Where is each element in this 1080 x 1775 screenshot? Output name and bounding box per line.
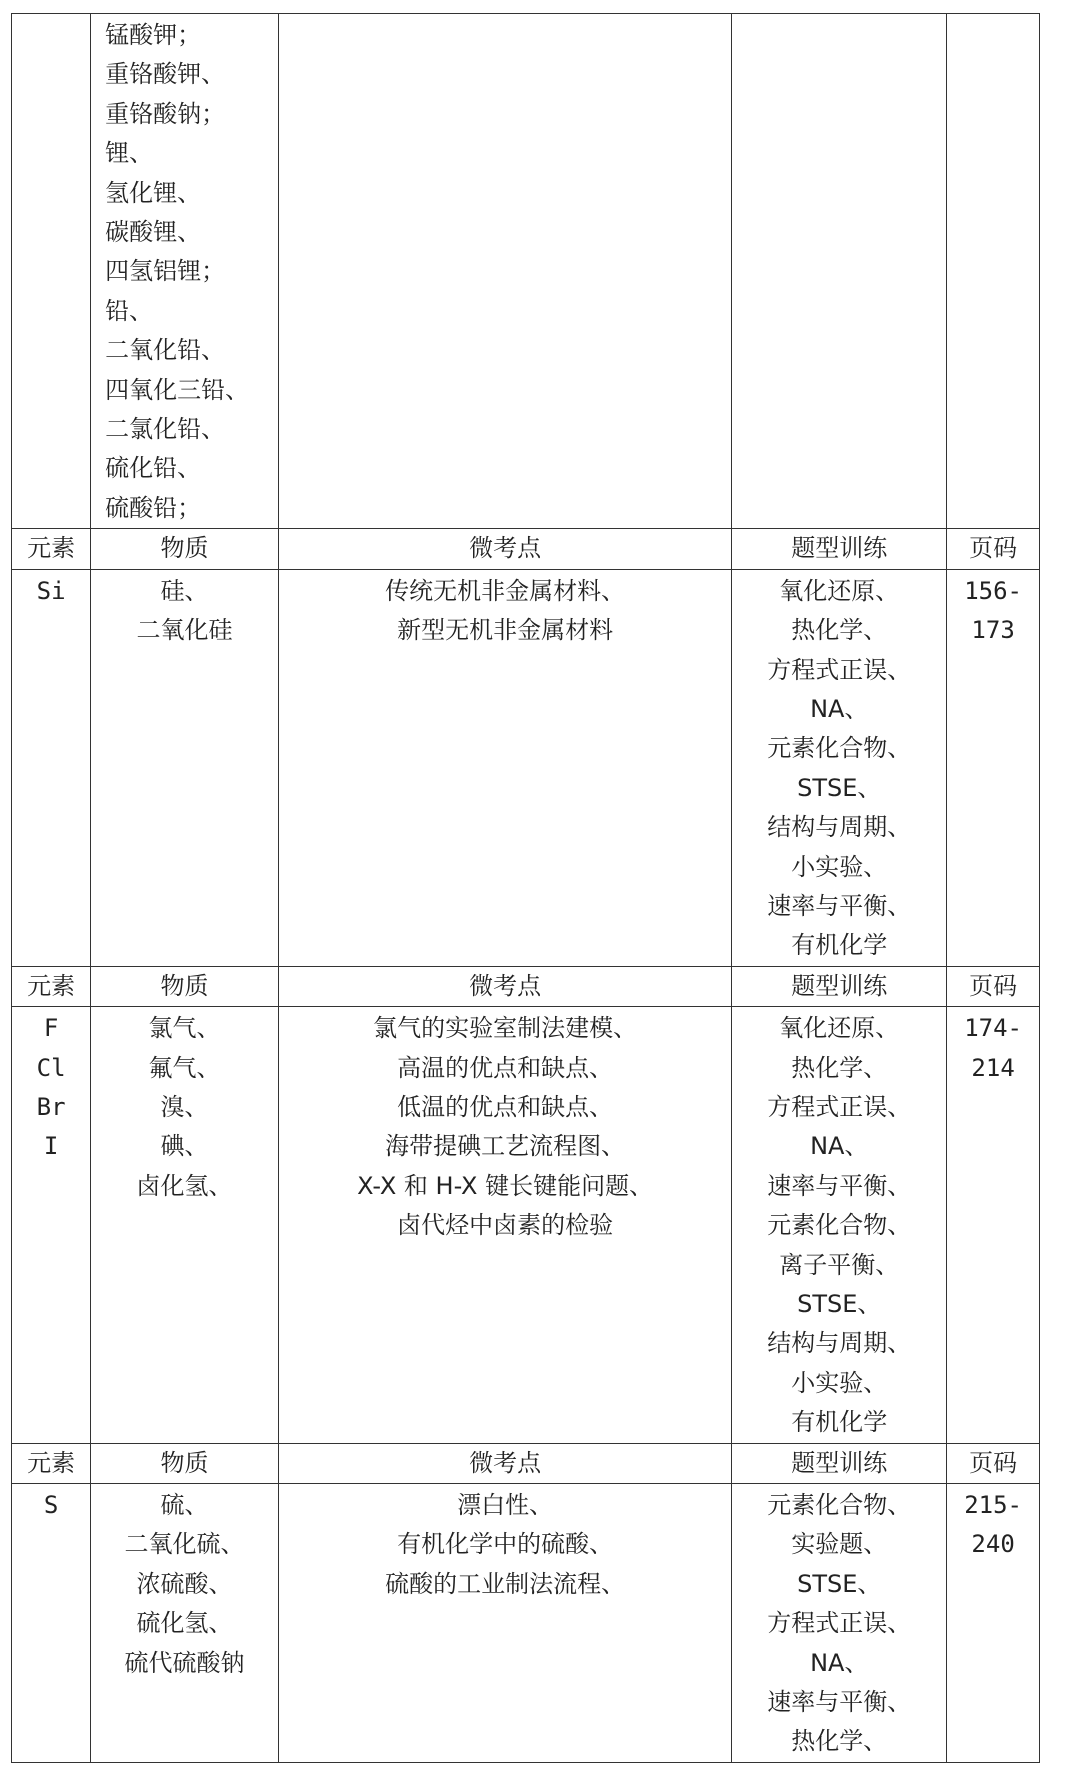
substance-cell <box>91 14 279 529</box>
substance-line: 氯气、 <box>148 1014 221 1043</box>
header-element: 元素 <box>12 966 91 1006</box>
data-row <box>12 1007 1040 1443</box>
substance-line: 二氧化硅 <box>136 616 233 645</box>
substance-line: 硫化氢、 <box>136 1609 233 1638</box>
point-line: 高温的优点和缺点、 <box>397 1053 614 1082</box>
training-line: NA、 <box>810 1648 869 1677</box>
header-substance: 物质 <box>91 966 279 1006</box>
point-line: 有机化学中的硫酸、 <box>397 1530 614 1559</box>
training-line: 方程式正误、 <box>767 1609 912 1638</box>
training-line: NA、 <box>810 1132 869 1161</box>
point-cell <box>278 1007 731 1443</box>
training-line: 方程式正误、 <box>767 655 912 684</box>
header-page: 页码 <box>947 1443 1040 1483</box>
element-cell <box>12 14 91 529</box>
substance-line: 二氯化铅、 <box>105 415 226 444</box>
point-line: 卤代烃中卤素的检验 <box>397 1211 614 1240</box>
header-row <box>12 966 1040 1006</box>
training-line: 氧化还原、 <box>779 1014 900 1043</box>
page-line: 156- <box>964 576 1022 605</box>
substance-line: 硅、 <box>160 576 209 605</box>
substance-line: 氢化锂、 <box>105 178 202 207</box>
header-point: 微考点 <box>278 529 731 569</box>
training-line: 热化学、 <box>791 616 888 645</box>
point-line: 漂白性、 <box>457 1491 554 1520</box>
training-line: 速率与平衡、 <box>767 1688 912 1717</box>
element-symbol: I <box>43 1132 59 1161</box>
element-cell <box>12 1007 91 1443</box>
substance-line: 浓硫酸、 <box>136 1569 233 1598</box>
page-line: 215- <box>964 1491 1022 1520</box>
substance-line: 锂、 <box>105 139 154 168</box>
substance-line: 硫化铅、 <box>105 454 202 483</box>
point-line: 低温的优点和缺点、 <box>397 1092 614 1121</box>
point-line: 氯气的实验室制法建模、 <box>373 1014 638 1043</box>
element-cell <box>12 569 91 966</box>
element-symbol: Si <box>36 576 66 605</box>
substance-line: 硫、 <box>160 1491 209 1520</box>
continuation-row <box>12 14 1040 529</box>
substance-line: 四氢铝锂； <box>105 257 226 286</box>
data-row <box>12 569 1040 966</box>
training-line: 离子平衡、 <box>779 1250 900 1279</box>
training-line: 速率与平衡、 <box>767 891 912 920</box>
header-substance: 物质 <box>91 1443 279 1483</box>
page-cell <box>947 569 1040 966</box>
header-training: 题型训练 <box>732 529 947 569</box>
substance-line: 四氧化三铅、 <box>105 375 250 404</box>
page-cell <box>947 14 1040 529</box>
substance-line: 二氧化铅、 <box>105 336 226 365</box>
header-row <box>12 529 1040 569</box>
page-line: 174- <box>964 1014 1022 1043</box>
chemistry-topic-table <box>11 13 1040 1763</box>
header-point: 微考点 <box>278 966 731 1006</box>
training-line: 小实验、 <box>791 1368 888 1397</box>
training-line: 有机化学 <box>791 931 888 960</box>
page-line: 240 <box>971 1530 1015 1559</box>
substance-cell <box>91 569 279 966</box>
training-line: 热化学、 <box>791 1053 888 1082</box>
training-line: 实验题、 <box>791 1530 888 1559</box>
training-line: NA、 <box>810 694 869 723</box>
point-cell <box>278 14 731 529</box>
training-line: 速率与平衡、 <box>767 1171 912 1200</box>
header-row <box>12 1443 1040 1483</box>
element-symbol: Cl <box>36 1053 66 1082</box>
point-line: 新型无机非金属材料 <box>397 616 614 645</box>
training-line: 氧化还原、 <box>779 576 900 605</box>
training-cell <box>732 569 947 966</box>
substance-line: 溴、 <box>160 1092 209 1121</box>
header-element: 元素 <box>12 1443 91 1483</box>
training-line: STSE、 <box>797 1569 882 1598</box>
page-line: 214 <box>971 1053 1015 1082</box>
training-cell <box>732 14 947 529</box>
element-cell <box>12 1484 91 1763</box>
substance-cell <box>91 1484 279 1763</box>
page-line: 173 <box>971 616 1015 645</box>
point-cell <box>278 569 731 966</box>
training-line: 小实验、 <box>791 852 888 881</box>
training-line: 元素化合物、 <box>767 1491 912 1520</box>
training-cell <box>732 1484 947 1763</box>
header-point: 微考点 <box>278 1443 731 1483</box>
substance-line: 碳酸锂、 <box>105 218 202 247</box>
element-symbol: Br <box>36 1092 66 1121</box>
training-line: 元素化合物、 <box>767 1211 912 1240</box>
substance-line: 硫代硫酸钠 <box>124 1648 245 1677</box>
substance-line: 重铬酸钠； <box>105 99 226 128</box>
point-line: 传统无机非金属材料、 <box>385 576 626 605</box>
substance-line: 铅、 <box>105 296 154 325</box>
point-cell <box>278 1484 731 1763</box>
training-line: STSE、 <box>797 773 882 802</box>
substance-line: 碘、 <box>160 1132 209 1161</box>
element-symbol: F <box>43 1014 59 1043</box>
training-line: 元素化合物、 <box>767 734 912 763</box>
training-line: 结构与周期、 <box>767 813 912 842</box>
header-training: 题型训练 <box>732 1443 947 1483</box>
header-page: 页码 <box>947 529 1040 569</box>
training-cell <box>732 1007 947 1443</box>
point-line: X-X 和 H-X 键长键能问题、 <box>357 1171 654 1200</box>
substance-cell <box>91 1007 279 1443</box>
substance-line: 硫酸铅； <box>105 493 202 522</box>
data-row <box>12 1484 1040 1763</box>
training-line: 方程式正误、 <box>767 1092 912 1121</box>
substance-line: 氟气、 <box>148 1053 221 1082</box>
header-element: 元素 <box>12 529 91 569</box>
header-page: 页码 <box>947 966 1040 1006</box>
training-line: STSE、 <box>797 1290 882 1318</box>
training-line: 结构与周期、 <box>767 1329 912 1358</box>
page-cell <box>947 1007 1040 1443</box>
point-line: 硫酸的工业制法流程、 <box>385 1569 626 1598</box>
substance-line: 卤化氢、 <box>136 1171 233 1200</box>
training-line: 热化学、 <box>791 1727 888 1756</box>
substance-line: 锰酸钾； <box>105 21 202 49</box>
header-substance: 物质 <box>91 529 279 569</box>
substance-line: 二氧化硫、 <box>124 1530 245 1559</box>
training-line: 有机化学 <box>791 1408 888 1437</box>
page-cell <box>947 1484 1040 1763</box>
substance-line: 重铬酸钾、 <box>105 60 226 89</box>
element-symbol: S <box>43 1491 59 1520</box>
point-line: 海带提碘工艺流程图、 <box>385 1132 626 1161</box>
header-training: 题型训练 <box>732 966 947 1006</box>
